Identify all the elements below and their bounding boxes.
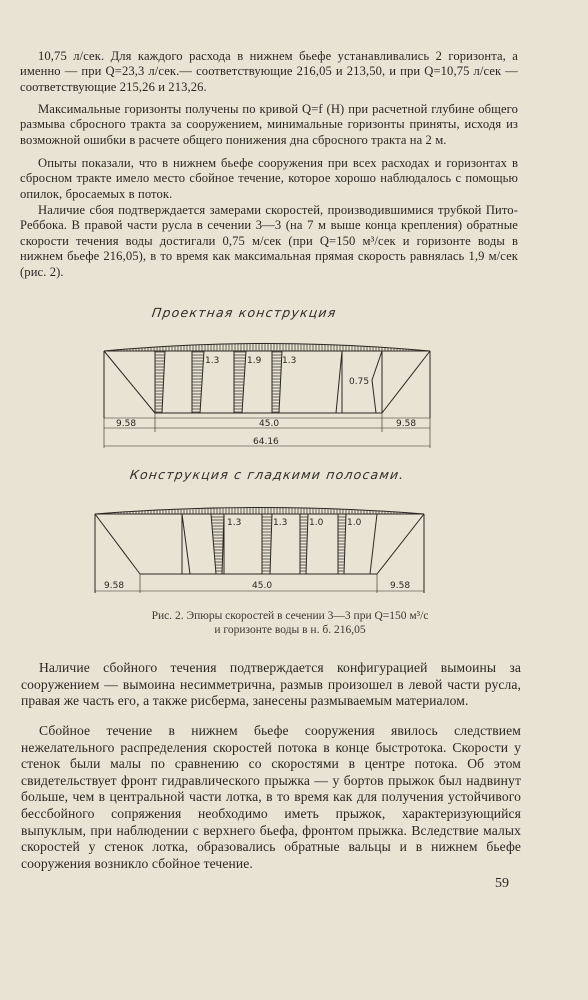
top-value-2: 1.9 <box>247 356 262 366</box>
figure-caption-line-2: и горизонте воды в н. б. 216,05 <box>214 624 366 636</box>
top-value-1: 1.3 <box>205 356 220 366</box>
figure-bottom-title: Конструкция с гладкими полосами. <box>128 467 406 482</box>
bottom-value-2: 1.3 <box>273 518 288 528</box>
top-dim-total: 64.16 <box>253 437 279 447</box>
bottom-dim-center: 45.0 <box>252 581 273 591</box>
paragraph-3: Опыты показали, что в нижнем бьефе сооружения при всех расходах и горизонтах в сбросном тракте имело место сбойное течение, которое хорошо наблюдалось с помощью опилок, бросаемых в поток. <box>20 156 518 201</box>
bottom-value-1: 1.3 <box>227 518 242 528</box>
paragraph-1: 10,75 л/сек. Для каждого расхода в нижнем бьефе устанавливались 2 горизонта, а именно — при Q=23,3 л/сек.— соответствующие 216,05 и 213,50, и при Q=10,75 л/сек — соответствующие 215,26 и 213,26. <box>20 49 518 94</box>
bottom-value-4: 1.0 <box>347 518 362 528</box>
figure-top-title: Проектная конструкция <box>150 305 338 320</box>
top-dim-right: 9.58 <box>396 419 417 429</box>
paragraph-4: Наличие сбоя подтверждается замерами скоростей, производившимися трубкой Пито-Реббока. В правой части русла в сечении 3—3 (на 7 м выше конца крепления) обратные скорости течения воды достигали 0,75 м/сек (при Q=150 м³/сек и горизонте воды в нижнем бьефе 216,05), в то время как максимальная прямая скорость равнялась 1,9 м/сек (рис. 2). <box>20 203 518 279</box>
top-dim-left: 9.58 <box>116 419 137 429</box>
top-dim-center: 45.0 <box>259 419 280 429</box>
bottom-dim-right: 9.58 <box>390 581 411 591</box>
top-cross-section <box>104 344 430 449</box>
top-value-4: 0.75 <box>349 377 370 387</box>
paragraph-2: Максимальные горизонты получены по кривой Q=f (H) при расчетной глубине общего размыва сбросного тракта за сооружением, минимальные горизонты приняты, исходя из возможной ошибки в расчете общего понижения дна сбросного тракта на 2 м. <box>20 102 518 147</box>
bottom-value-3: 1.0 <box>309 518 324 528</box>
paragraph-6: Сбойное течение в нижнем бьефе сооружения явилось следствием нежелательного распределения скоростей потока в конце быстротока. Скорости у стенок были малы по сравнению со скоростями в центре потока. Об этом свидетельствует фронт гидравлического прыжка — у бортов прыжок был надвинут больше, чем в центральной части лотка, в то время как для получения устойчивого бессбойного сопряжения необходимо иметь прыжок, характеризующийся выпуклым, при наблюдении с верхнего бьефа, фронтом прыжка. Вследствие малых скоростей у стенок лотка, образовались обратные вальцы и в нижнем бьефе сооружения возникло сбойное течение. <box>21 723 521 871</box>
top-value-3: 1.3 <box>282 356 297 366</box>
figure-caption-line-1: Рис. 2. Эпюры скоростей в сечении 3—3 при Q=150 м³/с <box>151 610 429 622</box>
page-number: 59 <box>495 876 509 891</box>
bottom-dim-left: 9.58 <box>104 581 125 591</box>
paragraph-5: Наличие сбойного течения подтверждается конфигурацией вымоины за сооружением — вымоина несимметрична, размыв произошел в левой части русла, правая же часть его, а также рисберма, занесены размываемым материалом. <box>21 660 521 709</box>
